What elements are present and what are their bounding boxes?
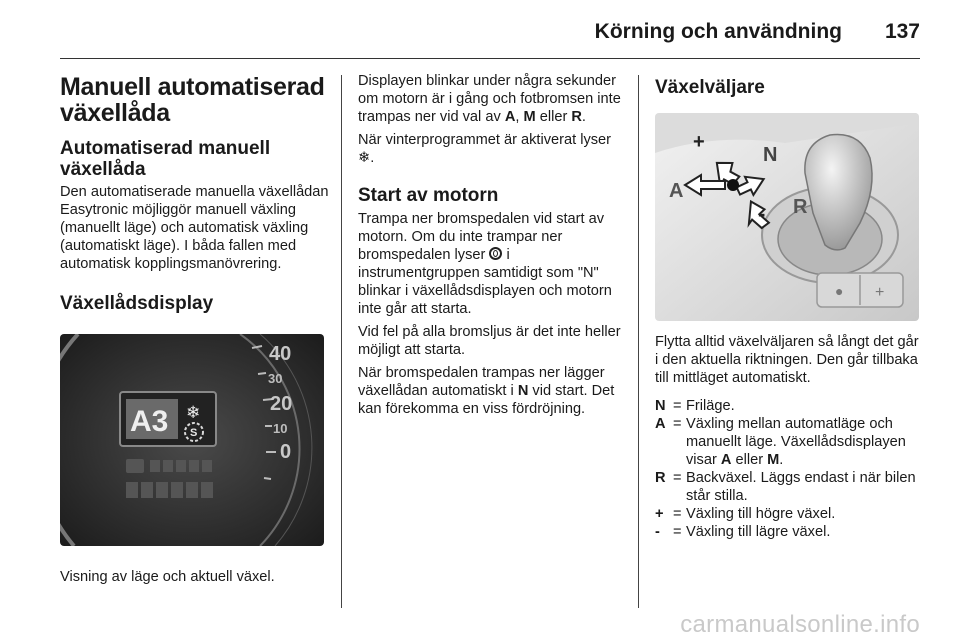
column-divider-1 (341, 75, 342, 608)
gear-selector-illustration (655, 113, 919, 321)
transmission-display-figure (60, 334, 324, 546)
gauge-number: 10 (273, 421, 288, 436)
snowflake-icon: ❄ (186, 403, 201, 422)
brake-light-paragraph: Vid fel på alla bromsljus är det inte heller möjligt att starta. (358, 324, 621, 358)
gauge-number: 30 (268, 371, 283, 386)
legend-row: R = Backväxel. Läggs endast i när bilen står stilla. (655, 470, 916, 504)
figure-caption: Visning av läge och aktuell växel. (60, 569, 275, 585)
a-label: A (669, 180, 684, 202)
svg-text:S: S (190, 427, 198, 439)
page-header (0, 0, 960, 62)
svg-text:●: ● (835, 283, 844, 299)
column-2 (358, 72, 628, 418)
gauge-number: 20 (270, 393, 293, 415)
selector-center-dot (727, 179, 739, 191)
brake-warning-icon (489, 247, 502, 260)
section-heading: Manuell automatiserad växellåda (60, 73, 325, 127)
neutral-engage-paragraph: När bromspedalen trampas ner lägger växellådan automatiskt i N vid start. Det kan förekomma en viss fördröjning. (358, 365, 615, 417)
selector-legend (655, 397, 925, 541)
engine-start-heading: Start av motorn (358, 185, 499, 206)
selector-heading: Växelväljare (655, 77, 765, 98)
winter-program-paragraph: När vinterprogrammet är aktiverat lyser ❄. (358, 132, 612, 166)
column-divider-2 (638, 75, 639, 608)
transmission-display-illustration (60, 334, 324, 546)
column-3 (655, 72, 925, 541)
plus-label: + (693, 131, 705, 153)
legend-row: N = Friläge. (655, 398, 735, 414)
gear-selector-figure (655, 113, 919, 321)
selector-intro-paragraph: Flytta alltid växelväljaren så långt det går i den aktuella riktningen. Den går tillbaka till mittläget automatiskt. (655, 334, 919, 386)
n-label: N (763, 144, 778, 166)
brake-pedal-paragraph: Trampa ner bromspedalen vid start av motorn. Om du inte trampar ner bromspedalen lyser i instrumentgruppen samtidigt som "N" blinkar i växellådsdisplayen och motorn inte går att starta. (358, 211, 612, 317)
column-1 (60, 72, 330, 602)
gear-display-text: A3 (130, 405, 169, 438)
chapter-title: Körning och användning (594, 20, 842, 43)
display-heading: Växellådsdisplay (60, 293, 214, 314)
legend-row: - = Växling till lägre växel. (655, 524, 831, 540)
subsection-heading: Automatiserad manuell växellåda (60, 138, 271, 180)
header-rule (60, 58, 920, 59)
display-blink-paragraph: Displayen blinkar under några sekunder om motorn är i gång och fotbromsen inte trampas ner vid val av A, M eller R. (358, 73, 621, 125)
gauge-number: 40 (269, 343, 292, 365)
snowflake-icon: ❄ (358, 150, 371, 166)
legend-row: + = Växling till högre växel. (655, 506, 836, 522)
gauge-number: 0 (280, 441, 292, 463)
svg-text:+: + (875, 284, 885, 301)
intro-paragraph: Den automatiserade manuella växellådan Easytronic möjliggör manuell växling (manuellt läge) och automatisk växling (automatiskt läge). I båda fallen med automatisk kopplingsmanövrering. (60, 184, 329, 272)
page-number: 137 (884, 20, 920, 43)
legend-row: A = Växling mellan automatläge och manuellt läge. Växellådsdisplayen visar A eller M. (655, 416, 906, 468)
r-label: R (793, 196, 808, 218)
watermark: carmanualsonline.info (680, 611, 920, 638)
minus-label: - (758, 201, 766, 226)
